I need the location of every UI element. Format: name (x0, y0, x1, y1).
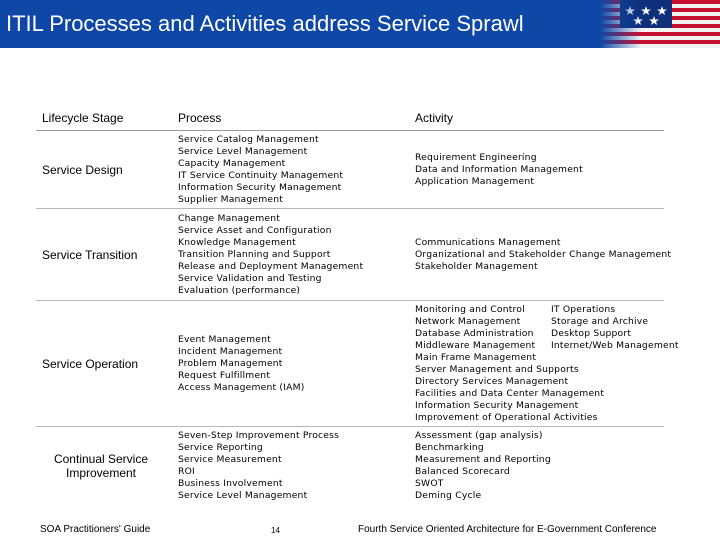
process-cell (166, 427, 409, 505)
table-row (36, 131, 664, 209)
process-item: Event Management (178, 333, 271, 345)
us-flag-image (600, 0, 720, 48)
process-item: Knowledge Management (178, 236, 296, 248)
slide-title: ITIL Processes and Activities address Service Sprawl (6, 11, 524, 36)
itil-table (36, 106, 679, 505)
activity-cell (409, 301, 679, 427)
stage-cell: Service Operation (36, 301, 166, 427)
process-cell (166, 131, 409, 209)
process-item: Release and Deployment Management (178, 260, 364, 272)
process-item: Seven-Step Improvement Process (178, 429, 340, 441)
process-item: Evaluation (performance) (178, 284, 301, 296)
header-process: Process (166, 106, 409, 131)
activity-cell (409, 427, 664, 505)
header-lifecycle-stage: Lifecycle Stage (36, 106, 166, 131)
activity-item: Organizational and Stakeholder Change Management (415, 248, 672, 260)
process-item: Service Reporting (178, 441, 263, 453)
process-item: Transition Planning and Support (178, 248, 331, 260)
process-cell (166, 301, 409, 427)
title-bar (0, 0, 720, 48)
activity-item: Desktop Support (551, 327, 632, 339)
activity-item: Network Management (415, 315, 521, 327)
process-item: Service Catalog Management (178, 133, 319, 145)
activity-item: Directory Services Management (415, 375, 569, 387)
activity-item: Middleware Management (415, 339, 536, 351)
activity-item: Internet/Web Management (551, 339, 679, 351)
process-item: Supplier Management (178, 193, 284, 205)
activity-item: Balanced Scorecard (415, 465, 510, 477)
activity-item: Measurement and Reporting (415, 453, 551, 465)
activity-two-column-block (415, 303, 679, 352)
footer-conference-name: Fourth Service Oriented Architecture for E-Government Conference (358, 524, 657, 535)
process-item: Capacity Management (178, 157, 286, 169)
table-row (36, 301, 664, 427)
stage-line: Improvement (65, 465, 137, 480)
process-item: Problem Management (178, 357, 283, 369)
process-item: Service Level Management (178, 489, 308, 501)
table-row (36, 427, 664, 505)
process-item: Request Fulfillment (178, 369, 271, 381)
activity-item: Main Frame Management (415, 351, 537, 363)
stage-cell: Service Transition (36, 209, 166, 301)
activity-item: Information Security Management (415, 399, 579, 411)
activity-item: Stakeholder Management (415, 260, 538, 272)
activity-item: Database Administration (415, 327, 534, 339)
process-item: Service Measurement (178, 453, 282, 465)
process-item: Service Level Management (178, 145, 308, 157)
activity-cell (409, 209, 672, 301)
header-activity: Activity (409, 106, 664, 131)
stage-cell (36, 427, 166, 505)
activity-item: Facilities and Data Center Management (415, 387, 605, 399)
footer-guide-name: SOA Practitioners' Guide (40, 524, 151, 535)
activity-item: Requirement Engineering (415, 151, 537, 163)
activity-item: Monitoring and Control (415, 303, 525, 315)
process-item: Business Involvement (178, 477, 283, 489)
process-item: IT Service Continuity Management (178, 169, 344, 181)
activity-item: Server Management and Supports (415, 363, 579, 375)
process-item: Incident Management (178, 345, 283, 357)
stage-line: Continual Service (53, 451, 149, 466)
activity-item: Application Management (415, 175, 535, 187)
process-cell (166, 209, 409, 301)
process-item: ROI (178, 465, 195, 477)
activity-item: Data and Information Management (415, 163, 583, 175)
table-header-row (36, 106, 664, 131)
activity-item: IT Operations (551, 303, 616, 315)
activity-item: Benchmarking (415, 441, 484, 453)
activity-cell (409, 131, 664, 209)
process-item: Access Management (IAM) (178, 381, 305, 393)
activity-item: Storage and Archive (551, 315, 649, 327)
process-item: Change Management (178, 212, 281, 224)
page-number: 14 (271, 526, 280, 535)
activity-item: Deming Cycle (415, 489, 482, 501)
process-item: Service Asset and Configuration (178, 224, 332, 236)
activity-item: SWOT (415, 477, 444, 489)
table-row (36, 209, 664, 301)
process-item: Information Security Management (178, 181, 342, 193)
process-item: Service Validation and Testing (178, 272, 322, 284)
activity-item: Communications Management (415, 236, 561, 248)
activity-item: Improvement of Operational Activities (415, 411, 598, 423)
stage-cell: Service Design (36, 131, 166, 209)
activity-item: Assessment (gap analysis) (415, 429, 543, 441)
